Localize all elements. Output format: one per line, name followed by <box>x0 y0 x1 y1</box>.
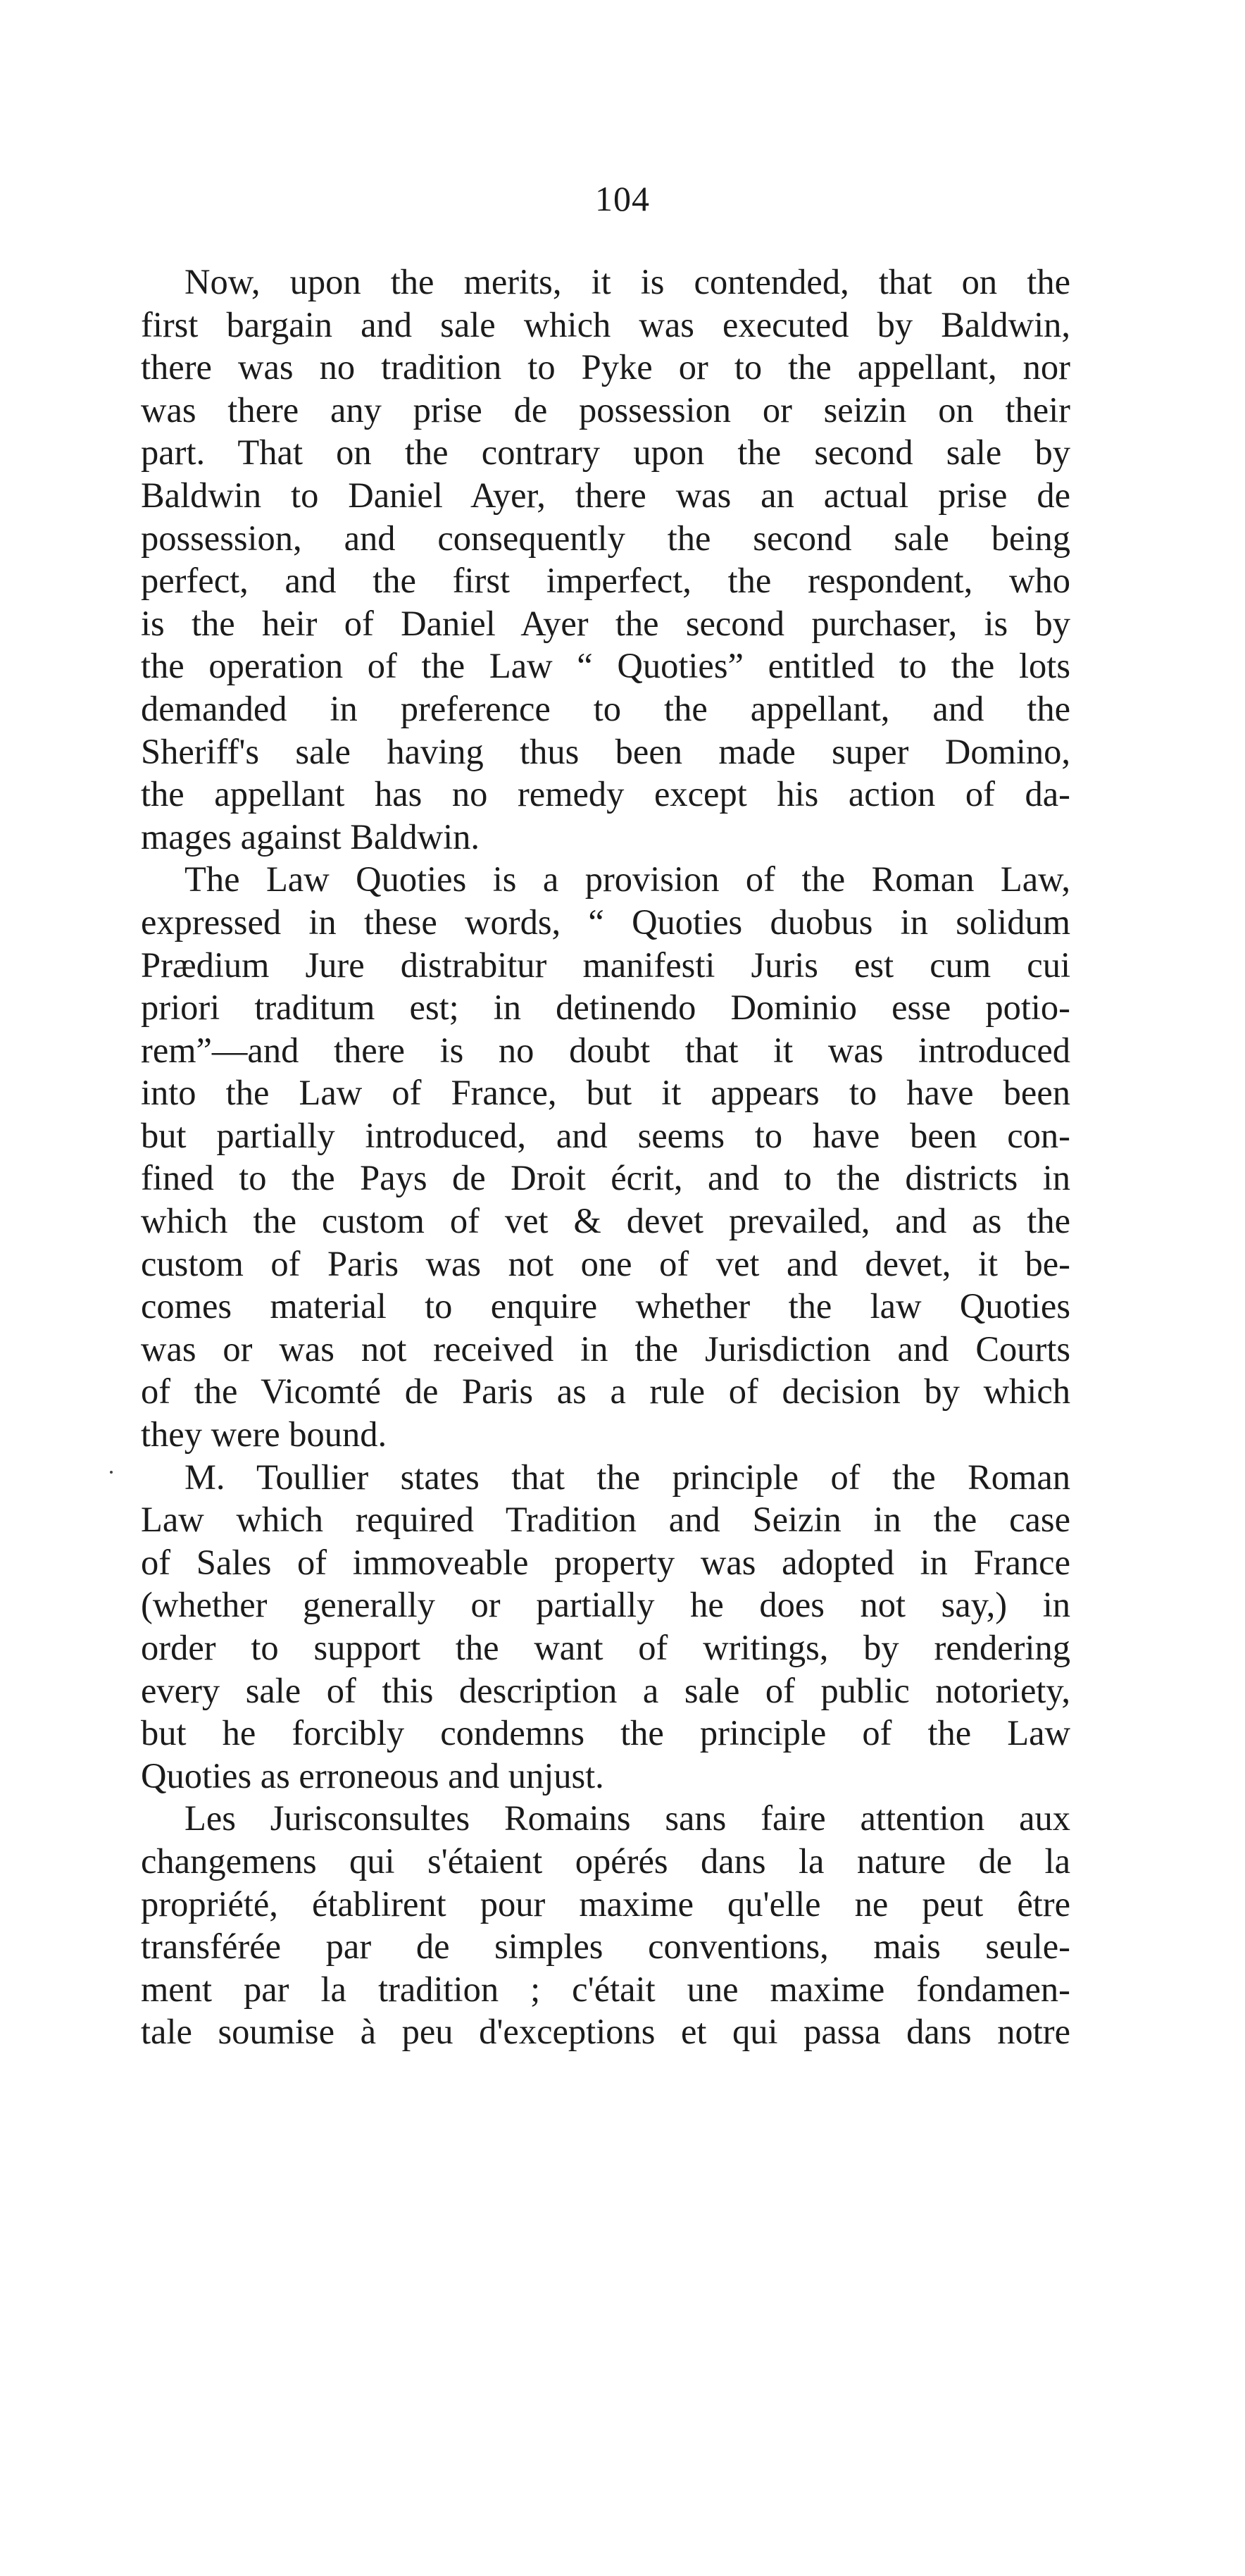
print-speck <box>110 1471 113 1474</box>
text-line: expressed in these words, “ Quoties duobus in solidum <box>141 902 1070 942</box>
text-line: priori traditum est; in detinendo Dominio esse potio- <box>141 988 1070 1028</box>
text-line: is the heir of Daniel Ayer the second purchaser, is by <box>141 603 1070 643</box>
text-line: order to support the want of writings, by rendering <box>141 1628 1070 1667</box>
text-line: was or was not received in the Jurisdiction and Courts <box>141 1329 1070 1369</box>
text-line: but he forcibly condemns the principle of the Law <box>141 1713 1070 1753</box>
text-line: M. Toullier states that the principle of the Roman <box>184 1457 1070 1497</box>
text-line: they were bound. <box>141 1414 387 1455</box>
text-line: propriété, établirent pour maxime qu'elle ne peut être <box>141 1884 1070 1924</box>
text-line: demanded in preference to the appellant, and the <box>141 688 1070 728</box>
text-line: the operation of the Law “ Quoties” entitled to the lots <box>141 646 1070 686</box>
text-line: of the Vicomté de Paris as a rule of decision by which <box>141 1371 1070 1412</box>
text-line: The Law Quoties is a provision of the Roman Law, <box>184 859 1070 900</box>
text-line: possession, and consequently the second sale being <box>141 518 1070 558</box>
text-line: changemens qui s'étaient opérés dans la nature de la <box>141 1841 1070 1881</box>
text-line: perfect, and the first imperfect, the respondent, who <box>141 561 1070 601</box>
paragraph-law-quoties <box>141 858 1070 1455</box>
text-line: mages against Baldwin. <box>141 816 480 857</box>
text-line: fined to the Pays de Droit écrit, and to the districts in <box>141 1158 1070 1198</box>
page-number: 104 <box>595 179 650 218</box>
text-line: was there any prise de possession or seizin on their <box>141 390 1070 430</box>
text-line: which the custom of vet & devet prevailed, and as the <box>141 1201 1070 1241</box>
text-line: comes material to enquire whether the law Quoties <box>141 1286 1070 1326</box>
text-line: every sale of this description a sale of public notoriety, <box>141 1670 1070 1710</box>
text-line: Baldwin to Daniel Ayer, there was an actual prise de <box>141 475 1070 515</box>
paragraph-toullier <box>141 1456 1070 1798</box>
text-line: part. That on the contrary upon the second sale by <box>141 433 1070 473</box>
text-line: Now, upon the merits, it is contended, that on the <box>184 262 1070 301</box>
text-line: transférée par de simples conventions, mais seule- <box>141 1927 1070 1967</box>
text-line: tale soumise à peu d'exceptions et qui passa dans notre <box>141 2012 1070 2052</box>
paragraph-french-quotation <box>141 1797 1070 2053</box>
text-line: into the Law of France, but it appears to have been <box>141 1073 1070 1113</box>
text-line: ment par la tradition ; c'était une maxime fondamen- <box>141 1969 1070 2009</box>
text-line: (whether generally or partially he does not say,) in <box>141 1585 1070 1625</box>
text-line: there was no tradition to Pyke or to the appellant, nor <box>141 347 1070 387</box>
text-line: Sheriff's sale having thus been made super Domino, <box>141 731 1070 771</box>
text-line: but partially introduced, and seems to have been con- <box>141 1115 1070 1155</box>
text-line: the appellant has no remedy except his action of da- <box>141 774 1070 814</box>
text-line: rem”—and there is no doubt that it was introduced <box>141 1030 1070 1070</box>
body-text <box>141 261 1070 2053</box>
text-line: custom of Paris was not one of vet and devet, it be- <box>141 1243 1070 1283</box>
text-line: Les Jurisconsultes Romains sans faire attention aux <box>184 1798 1070 1838</box>
text-line: first bargain and sale which was executed by Baldwin, <box>141 304 1070 344</box>
paragraph-merits <box>141 261 1070 858</box>
text-line: of Sales of immoveable property was adopted in France <box>141 1542 1070 1582</box>
text-line: Law which required Tradition and Seizin in the case <box>141 1500 1070 1540</box>
text-line: Prædium Jure distrabitur manifesti Juris est cum cui <box>141 945 1070 985</box>
text-line: Quoties as erroneous and unjust. <box>141 1755 604 1796</box>
